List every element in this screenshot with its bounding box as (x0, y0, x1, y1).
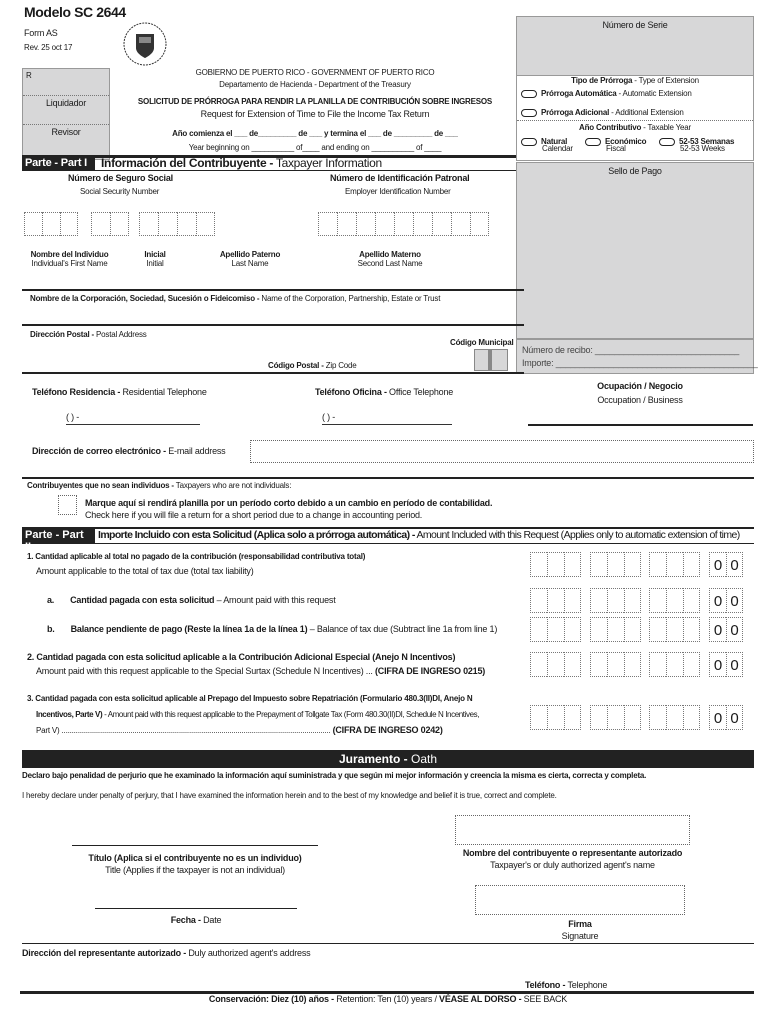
occupation-label-en: Occupation / Business (597, 395, 683, 405)
last-name-field[interactable]: Apellido Paterno Last Name (219, 250, 281, 268)
office-use-box (22, 68, 110, 160)
cents-digit: 0 (726, 652, 743, 677)
ssn-input-part2[interactable] (91, 212, 129, 236)
cents-digit: 0 (726, 552, 743, 577)
line-2-label: 2. Cantidad pagada con esta solicitud aplicable a la Contribución Adicional Especial (Anejo N Incentivos) (27, 652, 456, 662)
email-input[interactable] (250, 440, 754, 463)
corporation-name-field[interactable]: Nombre de la Corporación, Sociedad, Sucesión o Fideicomiso - Name of the Corporation, Partnership, Estate or Trust (30, 294, 441, 303)
line-1b-label: b. Balance pendiente de pago (Reste la línea 1a de la línea 1) – Balance of tax due (Subtract line 1a from line 1) (47, 624, 498, 634)
occupation-label: Ocupación / Negocio (597, 381, 683, 391)
form-subtitle: Form AS (24, 28, 58, 38)
cents-digit: 0 (709, 705, 726, 730)
form-title: Modelo SC 2644 (24, 4, 126, 20)
cents-digit: 0 (726, 617, 743, 642)
ssn-label: Número de Seguro Social (68, 173, 173, 183)
radio-oval-icon[interactable] (585, 138, 601, 146)
oath-header: Juramento - Oath (22, 750, 754, 768)
oath-text-es: Declaro bajo penalidad de perjurio que he examinado la información aquí suministrada y que según mi mejor información y creencia la misma es cierta, correcta y completa. (22, 771, 647, 780)
hacienda-seal-logo (120, 20, 170, 68)
agent-address-field[interactable]: Dirección del representante autorizado - Duly authorized agent's address (22, 948, 311, 958)
amount-field: Importe: __________________________________________ (522, 358, 758, 368)
weeks-option[interactable]: 52-53 Semanas 52-53 Weeks (659, 137, 734, 153)
line-3-amount-group-3[interactable] (649, 705, 700, 730)
non-individual-label: Contribuyentes que no sean individuos - Taxpayers who are not individuals: (27, 481, 292, 490)
second-last-name-field[interactable]: Apellido Materno Second Last Name (357, 250, 423, 268)
postal-address-field[interactable]: Dirección Postal - Postal Address (30, 330, 147, 339)
occupation-input[interactable] (528, 424, 753, 426)
line-1-amount-group-2[interactable] (590, 552, 641, 577)
first-name-field[interactable]: Nombre del Individuo Individual's First Name (30, 250, 109, 268)
tax-year-en: Year beginning on __________ of____ and ending on __________ of ____ (188, 143, 442, 152)
signature-input[interactable] (475, 885, 685, 915)
office-phone-input[interactable]: ( ) - (322, 412, 452, 425)
line-1b-amount-group-2[interactable] (590, 617, 641, 642)
part-2-label: Parte - Part II (22, 527, 95, 544)
line-2-label-en: Amount paid with this request applicable to the Special Surtax (Schedule N Incentives) ... (CIFRA DE INGRESO 0215) (36, 666, 486, 676)
cents-digit: 0 (709, 652, 726, 677)
cents-digit: 0 (709, 588, 726, 613)
line-3-label-3: Part V) ..................................................................................................................................... (CIFRA DE INGRESO 0242) (36, 725, 443, 735)
line-1b-amount-group-1[interactable] (530, 617, 581, 642)
line-1a-amount-group-3[interactable] (649, 588, 700, 613)
revision: Rev. 25 oct 17 (24, 43, 73, 52)
department-heading: Departamento de Hacienda - Department of the Treasury (219, 80, 411, 89)
radio-oval-icon[interactable] (659, 138, 675, 146)
ssn-input-part1[interactable] (24, 212, 78, 236)
line-1-label: 1. Cantidad aplicable al total no pagado de la contribución (responsabilidad contributiva total) (27, 552, 366, 561)
line-1a-label: a. Cantidad pagada con esta solicitud – Amount paid with this request (47, 595, 336, 605)
line-1b-cents (709, 617, 743, 642)
part-1-label: Parte - Part I (22, 155, 95, 171)
line-2-amount-group-3[interactable] (649, 652, 700, 677)
municipal-code-label: Código Municipal (450, 338, 514, 347)
line-1-amount-group-3[interactable] (649, 552, 700, 577)
retention-footer: Conservación: Diez (10) años - Retention: Ten (10) years / VÉASE AL DORSO - SEE BACK (208, 994, 568, 1004)
radio-oval-icon[interactable] (521, 138, 537, 146)
agent-phone-field[interactable]: Teléfono - Telephone (525, 980, 608, 990)
date-input[interactable] (95, 908, 297, 909)
taxpayer-name-label: Nombre del contribuyente o representante autorizado (462, 848, 683, 858)
taxpayer-name-input[interactable] (455, 815, 690, 845)
cents-digit: 0 (709, 617, 726, 642)
short-period-checkbox[interactable] (58, 495, 77, 515)
residential-phone-input[interactable]: ( ) - (66, 412, 200, 425)
date-label: Fecha - Date (170, 915, 222, 925)
line-1a-amount-group-1[interactable] (530, 588, 581, 613)
taxable-year-label: Año Contributivo (579, 123, 642, 132)
zip-code-field[interactable]: Código Postal - Zip Code (268, 361, 357, 370)
line-3-label-2: Incentivos, Parte V) - Amount paid with this request applicable to the Prepayment of Tollgate Tax (Form 480.30(II)DI, Schedule N Incentives, (36, 710, 480, 719)
office-phone-label: Teléfono Oficina - Office Telephone (315, 387, 454, 397)
form-heading: SOLICITUD DE PRÓRROGA PARA RENDIR LA PLANILLA DE CONTRIBUCIÓN SOBRE INGRESOS (137, 97, 493, 106)
r-field: R (26, 71, 32, 80)
initial-field[interactable]: Inicial Initial (144, 250, 166, 268)
short-period-label: Marque aquí si rendirá planilla por un período corto debido a un cambio en período de contabilidad. (85, 498, 493, 508)
signature-label: Firma (568, 919, 592, 929)
line-2-amount-group-1[interactable] (530, 652, 581, 677)
line-3-amount-group-2[interactable] (590, 705, 641, 730)
line-1-amount-group-1[interactable] (530, 552, 581, 577)
natural-option[interactable]: Natural Calendar (521, 137, 573, 153)
oath-text-en: I hereby declare under penalty of perjury, that I have examined the information herein and to the best of my knowledge and belief it is true, correct and complete. (22, 791, 557, 800)
serial-number-label: Número de Serie (602, 20, 668, 30)
email-label: Dirección de correo electrónico - E-mail address (32, 446, 226, 456)
title-input[interactable] (72, 845, 318, 846)
ein-label: Número de Identificación Patronal (330, 173, 470, 183)
line-1b-amount-group-3[interactable] (649, 617, 700, 642)
cents-digit: 0 (726, 705, 743, 730)
line-2-amount-group-2[interactable] (590, 652, 641, 677)
automatic-extension-option[interactable]: Prórroga Automática - Automatic Extension (521, 89, 692, 98)
line-3-amount-group-1[interactable] (530, 705, 581, 730)
taxable-year-label-en: - Taxable Year (641, 123, 691, 132)
receipt-number-field: Número de recibo: ______________________________ (522, 345, 740, 355)
government-heading: GOBIERNO DE PUERTO RICO - GOVERNMENT OF PUERTO RICO (195, 68, 435, 77)
serial-number-box (516, 16, 754, 76)
payment-stamp-box (516, 162, 758, 374)
extension-type-box (516, 76, 754, 161)
liquidador-field: Liquidador (45, 98, 87, 108)
signature-label-en: Signature (561, 931, 599, 941)
tax-year-es[interactable]: Año comienza el ___ de_________ de ___ y termina el ___ de _________ de ___ (172, 129, 458, 138)
title-label-en: Title (Applies if the taxpayer is not an individual) (105, 865, 285, 875)
line-1-label-en: Amount applicable to the total of tax due (total tax liability) (36, 566, 254, 576)
line-3-cents (709, 705, 743, 730)
municipal-code-input[interactable] (474, 349, 508, 371)
taxpayer-name-label-en: Taxpayer's or duly authorized agent's name (490, 860, 655, 870)
line-1a-amount-group-2[interactable] (590, 588, 641, 613)
radio-oval-icon[interactable] (521, 109, 537, 117)
residential-phone-label: Teléfono Residencia - Residential Telephone (32, 387, 207, 397)
part-1-title: Información del Contribuyente - Taxpayer Information (101, 156, 382, 170)
ssn-input-part3[interactable] (139, 212, 215, 236)
short-period-label-en: Check here if you will file a return for a short period due to a change in accounting period. (85, 510, 423, 520)
form-heading-en: Request for Extension of Time to File the Income Tax Return (200, 109, 430, 119)
ssn-label-en: Social Security Number (80, 187, 160, 196)
additional-extension-option[interactable]: Prórroga Adicional - Additional Extension (521, 108, 684, 117)
ein-input[interactable] (318, 212, 489, 236)
extension-type-label-en: - Type of Extension (632, 76, 699, 85)
line-1-cents (709, 552, 743, 577)
fiscal-option[interactable]: Económico Fiscal (585, 137, 646, 153)
cents-digit: 0 (709, 552, 726, 577)
line-2-cents (709, 652, 743, 677)
title-label: Título (Aplica si el contribuyente no es un individuo) (88, 853, 302, 863)
payment-stamp-label: Sello de Pago (608, 166, 662, 176)
line-1a-cents (709, 588, 743, 613)
line-3-label: 3. Cantidad pagada con esta solicitud aplicable al Prepago del Impuesto sobre Repatriación (Formulario 480.3(II)DI, Anejo N (27, 694, 473, 703)
part-2-title: Importe Incluido con esta Solicitud (Aplica solo a prórroga automática) - Amount Included with this Request (Applies only to automatic extension of time) (98, 529, 740, 541)
cents-digit: 0 (726, 588, 743, 613)
radio-oval-icon[interactable] (521, 90, 537, 98)
extension-type-label: Tipo de Prórroga (571, 76, 633, 85)
revisor-field: Revisor (51, 127, 81, 137)
ein-label-en: Employer Identification Number (345, 187, 451, 196)
